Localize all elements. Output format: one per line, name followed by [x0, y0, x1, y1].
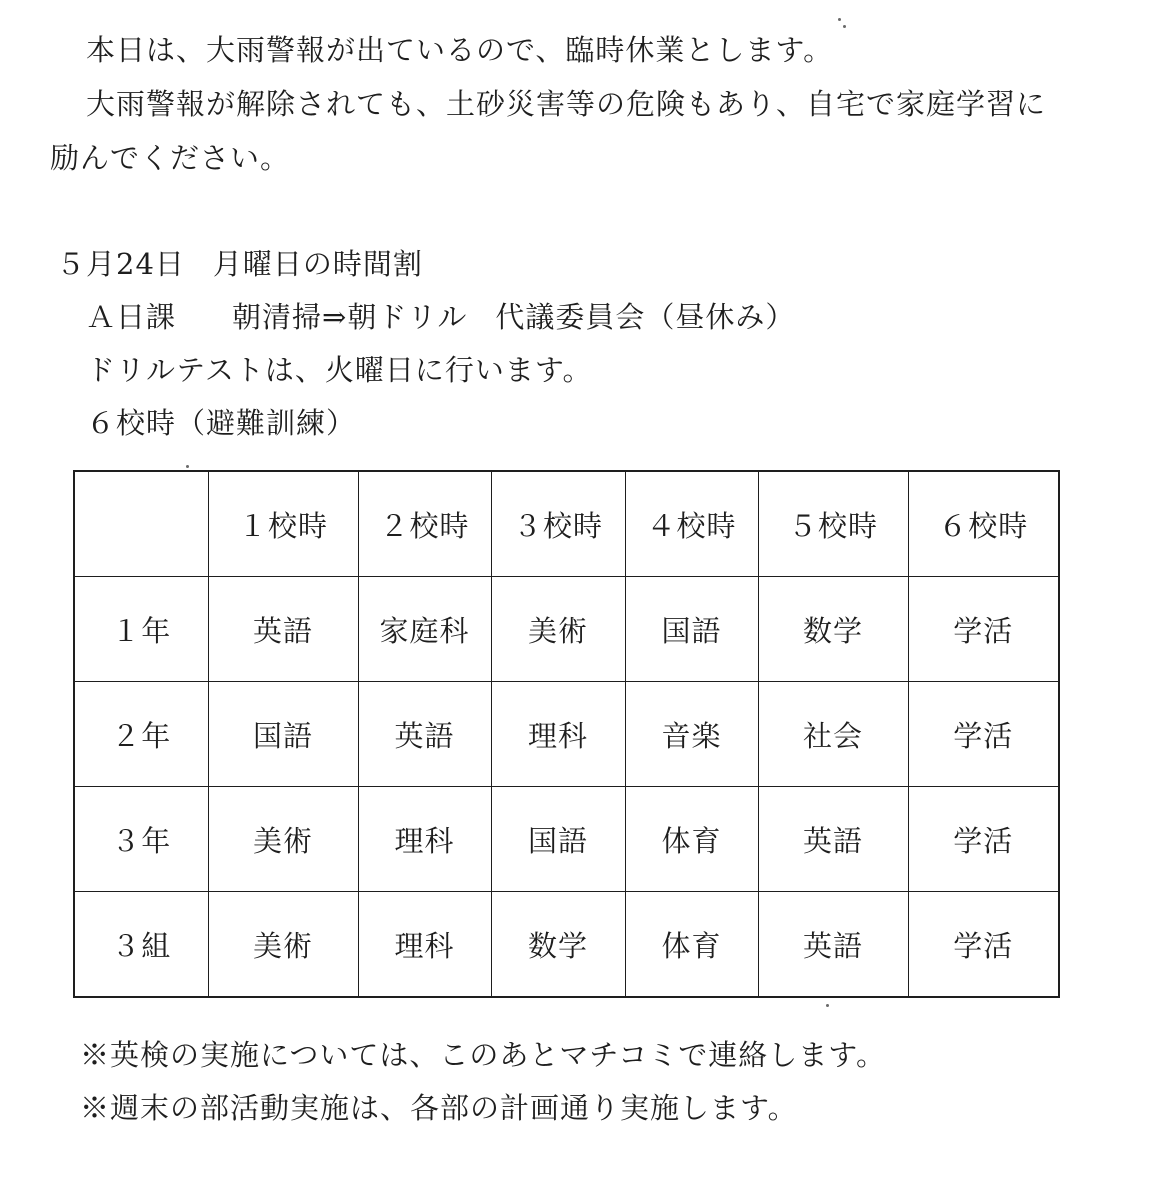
morning-activity: 朝清掃⇒朝ドリル — [232, 300, 468, 334]
footnote-eiken: ※英検の実施については、このあとマチコミで連絡します。 — [80, 1038, 886, 1072]
subject-cell: 英語 — [758, 787, 908, 892]
period-header: ３校時 — [491, 471, 625, 577]
timetable-corner-cell — [74, 471, 208, 577]
class-label: ３組 — [74, 892, 208, 998]
subject-cell: 美術 — [208, 892, 358, 998]
subject-cell: 英語 — [358, 682, 491, 787]
subject-cell: 美術 — [208, 787, 358, 892]
period-header: ４校時 — [625, 471, 758, 577]
drill-test-note: ドリルテストは、火曜日に行います。 — [86, 353, 593, 387]
sixth-period-note: ６校時（避難訓練） — [86, 406, 357, 440]
table-row — [74, 682, 1059, 787]
subject-cell: 学活 — [908, 892, 1059, 998]
subject-cell: 社会 — [758, 682, 908, 787]
subject-cell: 音楽 — [625, 682, 758, 787]
subject-cell: 国語 — [491, 787, 625, 892]
timetable — [73, 470, 1060, 998]
notice-closure-line: 本日は、大雨警報が出ているので、臨時休業とします。 — [86, 33, 834, 67]
subject-cell: 英語 — [208, 577, 358, 682]
footnote-club-activities: ※週末の部活動実施は、各部の計画通り実施します。 — [80, 1091, 798, 1125]
subject-cell: 英語 — [758, 892, 908, 998]
subject-cell: 体育 — [625, 892, 758, 998]
schedule-heading — [56, 244, 423, 284]
period-header: ２校時 — [358, 471, 491, 577]
day-type: Ａ日課 — [86, 300, 177, 334]
period-header: ６校時 — [908, 471, 1059, 577]
table-row — [74, 892, 1059, 998]
subject-cell: 家庭科 — [358, 577, 491, 682]
subject-cell: 理科 — [358, 892, 491, 998]
subject-cell: 理科 — [358, 787, 491, 892]
subject-cell: 数学 — [758, 577, 908, 682]
period-header: ５校時 — [758, 471, 908, 577]
schedule-date-label: 月曜日の時間割 — [212, 247, 423, 281]
subject-cell: 学活 — [908, 577, 1059, 682]
subject-cell: 理科 — [491, 682, 625, 787]
class-label: １年 — [74, 577, 208, 682]
schedule-day-type-line — [86, 297, 795, 337]
subject-cell: 学活 — [908, 682, 1059, 787]
period-header: １校時 — [208, 471, 358, 577]
subject-cell: 学活 — [908, 787, 1059, 892]
notice-study-line-continued: 励んでください。 — [50, 141, 291, 175]
subject-cell: 国語 — [208, 682, 358, 787]
scan-speck — [838, 18, 841, 21]
subject-cell: 体育 — [625, 787, 758, 892]
notice-study-line: 大雨警報が解除されても、土砂災害等の危険もあり、自宅で家庭学習に — [86, 87, 1047, 121]
table-row — [74, 577, 1059, 682]
timetable-header-row — [74, 471, 1059, 577]
subject-cell: 美術 — [491, 577, 625, 682]
table-row — [74, 787, 1059, 892]
scan-speck — [826, 1004, 829, 1007]
subject-cell: 国語 — [625, 577, 758, 682]
meeting-note: 代議委員会（昼休み） — [495, 300, 796, 334]
class-label: ２年 — [74, 682, 208, 787]
scan-speck — [186, 465, 189, 468]
scan-speck — [843, 25, 846, 28]
class-label: ３年 — [74, 787, 208, 892]
subject-cell: 数学 — [491, 892, 625, 998]
schedule-date: ５月24日 — [56, 247, 185, 281]
